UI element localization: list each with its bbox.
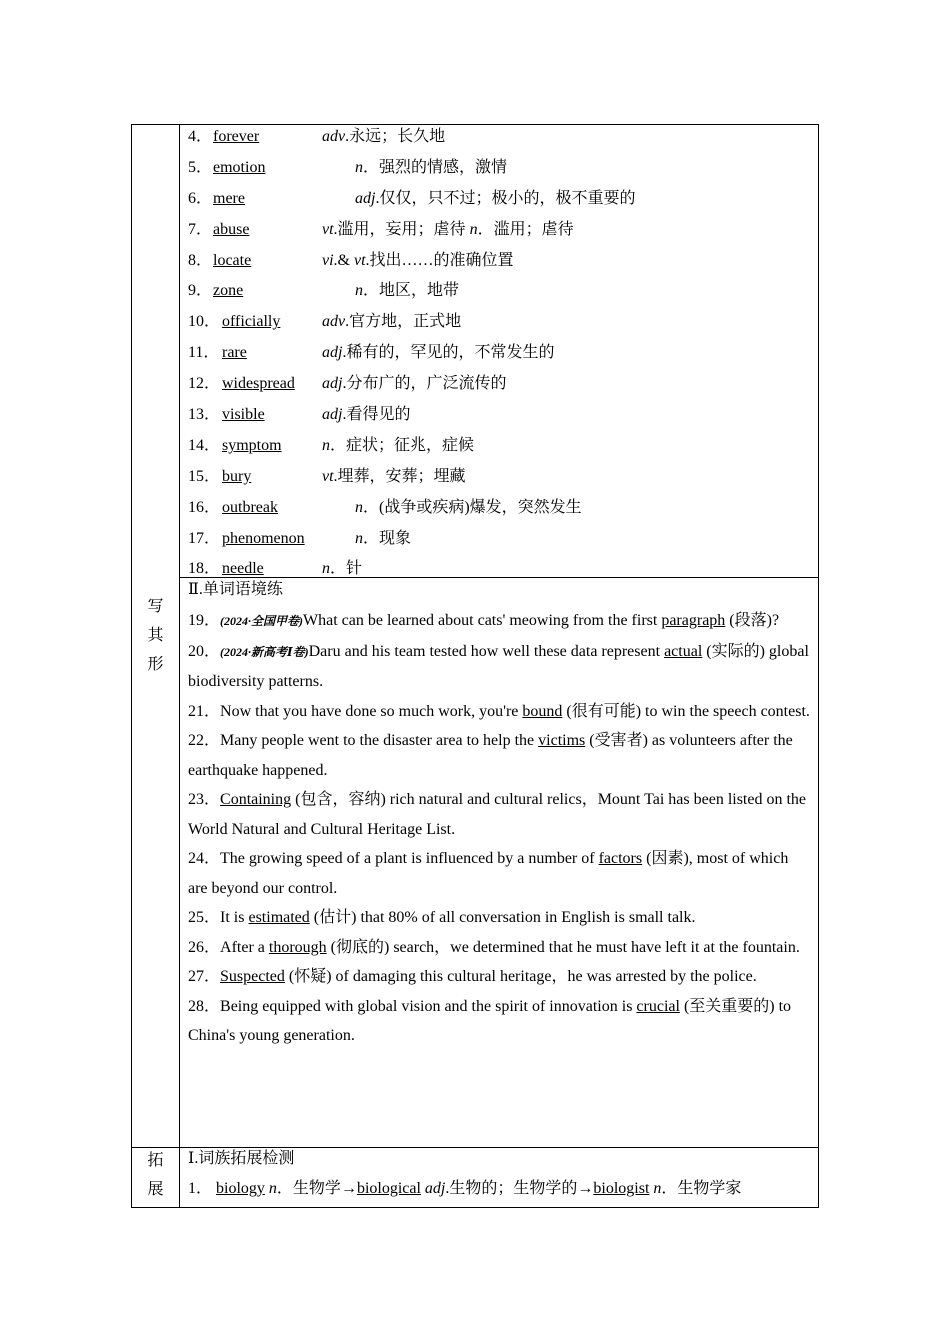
definition [322, 372, 506, 396]
part-of-speech: adj [322, 344, 343, 362]
practice-sentence [188, 726, 810, 785]
sentence-text: After a [220, 938, 269, 956]
pos-separator: ． [276, 1180, 293, 1197]
meaning: 生物学家 [677, 1180, 742, 1197]
meaning: 分布广的，广泛流传的 [346, 375, 507, 393]
item-number: 6． [188, 189, 213, 207]
part-of-speech: adv [322, 128, 346, 145]
part-of-speech: vt [322, 220, 334, 238]
definition [322, 403, 410, 427]
vocab-word: abuse [213, 220, 250, 238]
vocab-row [188, 218, 810, 249]
vocab-row [188, 434, 810, 465]
pos-separator: ． [477, 220, 494, 238]
sentence-text: (彻底的) search，we determined that he must have left it at the fountain. [326, 938, 800, 956]
vocab-list [188, 125, 810, 588]
vocab-word: needle [222, 560, 264, 578]
item-number: 9． [188, 282, 213, 300]
vocab-word: symptom [222, 436, 282, 454]
item-number: 18． [188, 560, 221, 578]
definition [322, 465, 466, 489]
meaning: 生物的；生物学的 [449, 1180, 578, 1197]
pos-separator: . [375, 189, 380, 207]
item-number: 5． [188, 158, 213, 176]
vocab-row [188, 527, 810, 558]
definition [322, 310, 461, 334]
item-number: 16． [188, 498, 221, 516]
section-title: Ⅱ.单词语境练 [188, 581, 283, 598]
part-of-speech: adj [355, 189, 376, 207]
answer-word: victims [538, 732, 586, 749]
side-char: 其 [147, 625, 164, 644]
practice-sentence [188, 637, 810, 697]
answer-word: bound [522, 702, 563, 720]
arrow-icon: → [577, 1180, 594, 1197]
part-of-speech: adj [424, 1180, 446, 1197]
sentence-text: (受害者) as volunteers after the earthquake happened. [188, 732, 793, 779]
sentence-text: (怀疑) of damaging this cultural heritage，he was arrested by the police. [284, 968, 757, 985]
definition [322, 218, 574, 242]
practice-sentence [188, 606, 810, 637]
sentence-text: Now that you have done so much work, you're [220, 702, 523, 720]
vocab-word: visible [222, 406, 265, 424]
definition [322, 249, 514, 273]
vocab-row [188, 496, 810, 527]
pos-separator: ． [330, 560, 347, 578]
pos-separator: .& [333, 251, 354, 269]
vocab-word: mere [213, 189, 245, 207]
sentence-text: The growing speed of a plant is influenced by a number of [220, 850, 599, 867]
pos-separator: . [445, 1180, 450, 1197]
part-of-speech: n [322, 560, 330, 578]
part-of-speech: vi [322, 251, 334, 269]
part-of-speech: adj [322, 406, 343, 424]
sentence-text: (很有可能) to win the speech contest. [562, 702, 810, 720]
part-of-speech: vt [322, 467, 334, 485]
part-of-speech: vt [354, 251, 366, 269]
practice-sentence [188, 697, 810, 727]
vocab-word: locate [213, 251, 252, 269]
pos-separator: . [342, 406, 347, 424]
vocab-row [188, 249, 810, 280]
answer-word: crucial [636, 997, 680, 1015]
definition [355, 279, 459, 303]
pos-separator: . [333, 220, 338, 238]
sentence-text: Daru and his team tested how well these data represent [308, 642, 665, 660]
extension-section [188, 1147, 810, 1208]
practice-sentence [188, 962, 810, 992]
pos-separator: . [345, 128, 350, 145]
pos-separator: ． [330, 436, 347, 454]
part-of-speech: n [355, 498, 363, 516]
word-family-row [188, 1177, 810, 1208]
answer-word: paragraph [661, 612, 726, 629]
item-number: 17． [188, 529, 221, 547]
meaning: 仅仅，只不过；极小的，极不重要的 [379, 189, 636, 207]
definition [355, 187, 635, 211]
definition [355, 156, 507, 180]
item-number: 20． [188, 642, 221, 660]
sentence-text: Many people went to the disaster area to help the [220, 732, 539, 749]
pos-separator: . [342, 375, 347, 393]
source-tag: (2024·新高考Ⅰ卷) [220, 644, 309, 659]
vocabulary-table [131, 124, 819, 1208]
meaning: 症状；征兆，症候 [346, 436, 475, 454]
vocab-row [188, 187, 810, 218]
item-number: 25． [188, 909, 221, 926]
meaning: 看得见的 [346, 406, 411, 424]
arrow-icon: → [340, 1180, 357, 1197]
meaning: 强烈的情感，激情 [379, 158, 508, 176]
vocab-word: widespread [222, 375, 295, 393]
sentence-text: (至关重要的) to China's young generation. [188, 997, 792, 1044]
item-number: 12． [188, 375, 221, 393]
vocab-row [188, 372, 810, 403]
item-number: 28． [188, 997, 221, 1015]
item-number: 15． [188, 467, 221, 485]
vocab-word: phenomenon [222, 529, 305, 547]
practice-sentence [188, 992, 810, 1051]
sentence-list [188, 606, 810, 1051]
side-char: 写 [147, 596, 164, 615]
pos-separator: ． [661, 1180, 678, 1197]
item-number: 7． [188, 220, 213, 238]
item-number: 1． [188, 1180, 213, 1197]
context-practice-section [188, 578, 810, 1051]
part-of-speech: n [268, 1180, 277, 1197]
item-number: 10． [188, 313, 221, 331]
item-number: 24． [188, 850, 221, 867]
item-number: 14． [188, 436, 221, 454]
practice-sentence [188, 903, 810, 933]
vocab-word: officially [222, 313, 281, 331]
definition [322, 341, 554, 365]
meaning: 现象 [379, 529, 412, 547]
side-char: 展 [147, 1179, 164, 1198]
vocab-row [188, 125, 810, 156]
meaning: 滥用；虐待 [493, 220, 574, 238]
pos-separator: ． [363, 282, 380, 300]
part-of-speech: adj [322, 375, 343, 393]
answer-word: factors [598, 850, 643, 867]
answer-word: Containing [220, 791, 292, 808]
definition [355, 527, 411, 551]
pos-separator: ． [363, 498, 380, 516]
answer-word: biologist [593, 1180, 650, 1197]
item-number: 8． [188, 251, 213, 269]
pos-separator: . [333, 467, 338, 485]
column-divider [179, 125, 180, 1207]
vocab-row [188, 465, 810, 496]
part-of-speech: n [355, 158, 363, 176]
sentence-text: (实际的) global biodiversity patterns. [188, 642, 809, 690]
pos-separator: . [365, 251, 370, 269]
source-tag: (2024·全国甲卷) [220, 614, 304, 628]
item-number: 27． [188, 968, 221, 985]
side-label-write-form [132, 591, 179, 678]
part-of-speech: n [653, 1180, 662, 1197]
section-title: Ⅰ.词族拓展检测 [188, 1150, 295, 1167]
meaning: 生物学 [292, 1180, 341, 1197]
meaning: 官方地，正式地 [349, 313, 462, 331]
meaning: 滥用，妄用；虐待 [337, 220, 470, 238]
answer-word: Suspected [220, 968, 285, 985]
item-number: 26． [188, 938, 221, 956]
item-number: 23． [188, 791, 221, 808]
item-number: 13． [188, 406, 221, 424]
vocab-row [188, 310, 810, 341]
answer-word: biological [356, 1180, 421, 1197]
sentence-text: (包含，容纳) rich natural and cultural relics，Mount Tai has been listed on the World Natural and Cultural Heritage List. [188, 791, 807, 838]
vocab-word: emotion [213, 158, 266, 176]
definition [322, 125, 445, 149]
sentence-text: What can be learned about cats' meowing from the first [303, 612, 662, 629]
pos-separator: ． [363, 158, 380, 176]
meaning: 稀有的，罕见的，不常发生的 [346, 344, 555, 362]
meaning: 地区，地带 [379, 282, 460, 300]
vocab-word: bury [222, 467, 252, 485]
pos-separator: . [345, 313, 350, 331]
meaning: 针 [346, 560, 363, 578]
meaning: 埋葬，安葬；埋藏 [337, 467, 466, 485]
meaning: (战争或疾病)爆发，突然发生 [379, 498, 582, 516]
sentence-text: (估计) that 80% of all conversation in English is small talk. [309, 909, 696, 926]
vocab-row [188, 341, 810, 372]
practice-sentence [188, 785, 810, 844]
item-number: 4． [188, 128, 213, 145]
meaning: 找出……的准确位置 [369, 251, 514, 269]
item-number: 19． [188, 612, 221, 629]
sentence-text: (因素), most of which are beyond our control. [188, 850, 789, 897]
practice-sentence [188, 844, 810, 903]
vocab-row [188, 279, 810, 310]
part-of-speech: n [322, 436, 330, 454]
side-char: 拓 [147, 1150, 164, 1169]
vocab-word: rare [222, 344, 247, 362]
definition [355, 496, 582, 520]
part-of-speech: n [355, 529, 363, 547]
vocab-word: forever [213, 128, 260, 145]
answer-word: biology [216, 1180, 265, 1197]
item-number: 11． [188, 344, 220, 362]
answer-word: actual [664, 642, 703, 660]
answer-word: estimated [248, 909, 310, 926]
part-of-speech: n [355, 282, 363, 300]
item-number: 21． [188, 702, 221, 720]
vocab-row [188, 156, 810, 187]
answer-word: thorough [268, 938, 327, 956]
practice-sentence [188, 933, 810, 963]
side-label-extension [132, 1145, 179, 1203]
meaning: 永远；长久地 [349, 128, 446, 145]
vocab-word: zone [213, 282, 244, 300]
part-of-speech: adv [322, 313, 346, 331]
pos-separator: . [342, 344, 347, 362]
part-of-speech: n [469, 220, 478, 238]
vocab-word: outbreak [222, 498, 278, 516]
sentence-text: Being equipped with global vision and the spirit of innovation is [220, 997, 637, 1015]
item-number: 22． [188, 732, 221, 749]
pos-separator: ． [363, 529, 380, 547]
definition [322, 434, 474, 458]
sentence-text: (段落)? [725, 612, 780, 629]
sentence-text: It is [220, 909, 249, 926]
side-char: 形 [147, 654, 164, 673]
vocab-row [188, 403, 810, 434]
